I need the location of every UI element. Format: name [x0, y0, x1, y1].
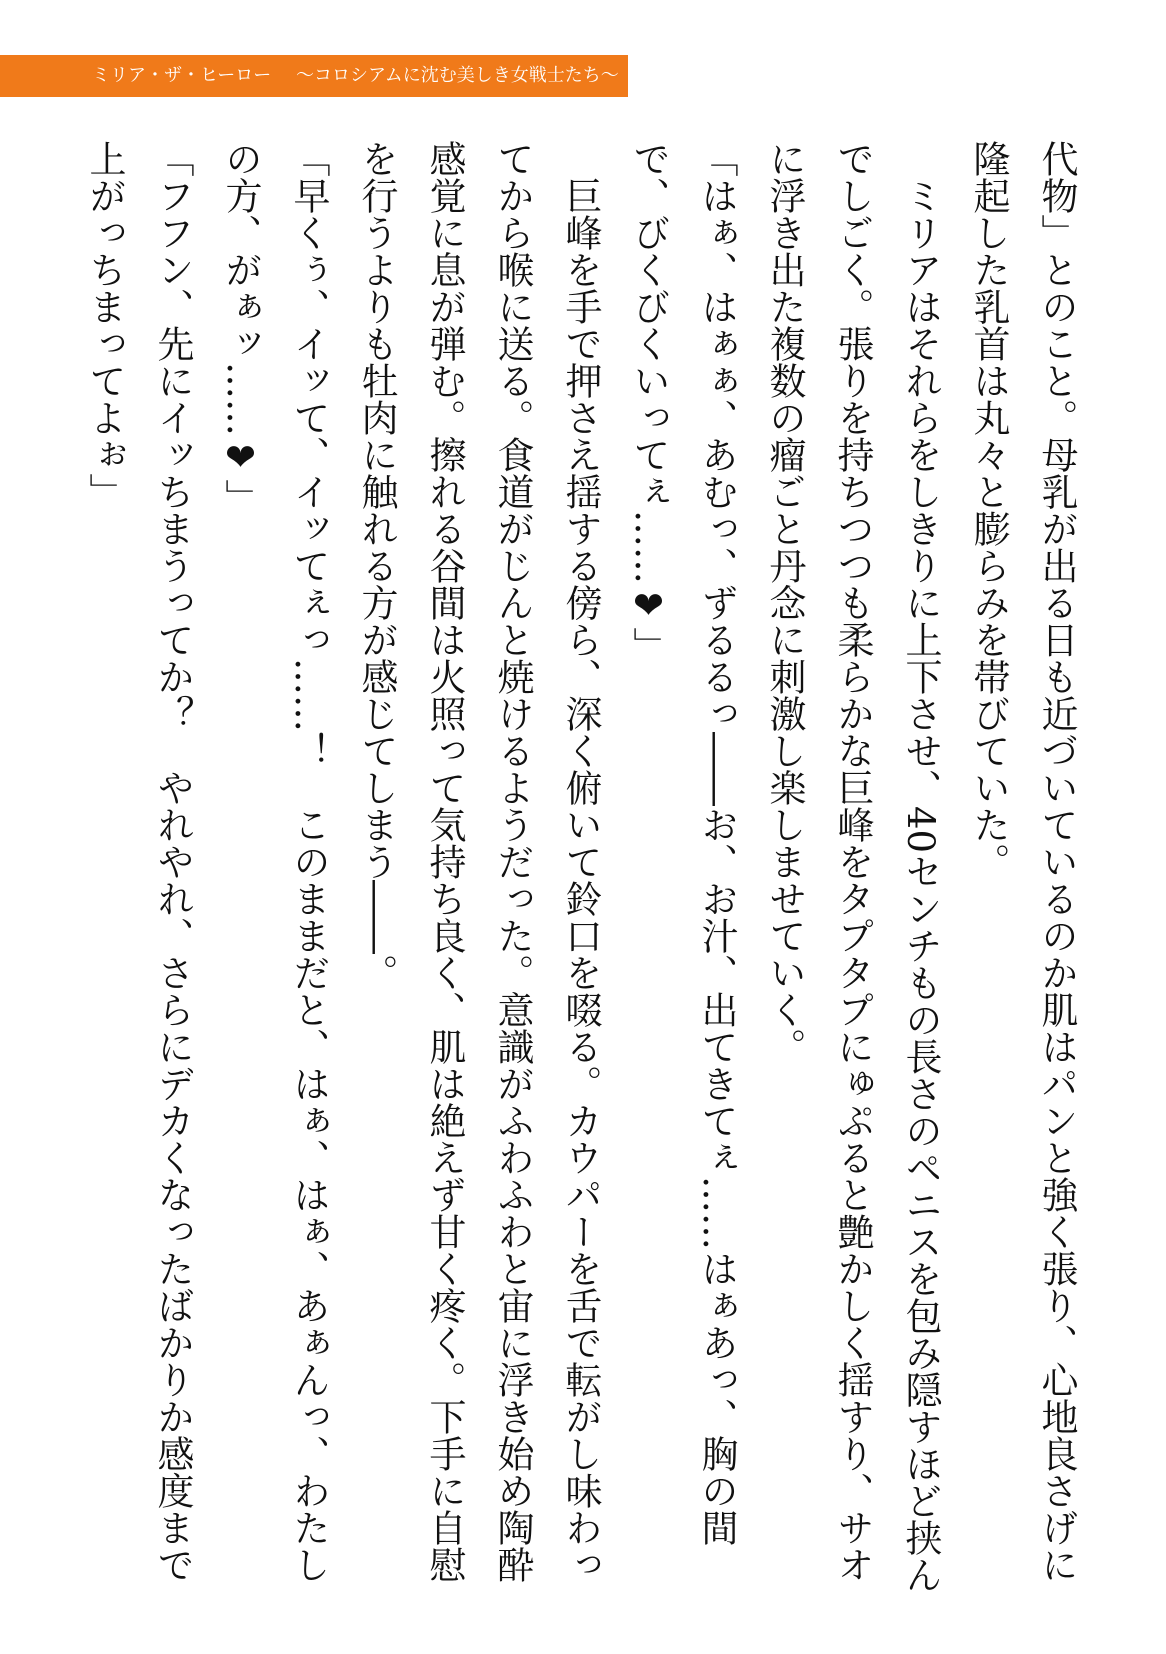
vertical-text-body — [80, 140, 1090, 1600]
paragraph: 「はぁ、はぁぁ、あむっ、ずるるっ――お、お汁、出てきてぇ……はぁあっ、胸の間で、びくびくいってぇ……❤」 — [627, 140, 738, 1546]
paragraph: 代物」とのこと。母乳が出る日も近づいているのか肌はパンと強く張り、心地良さげに隆起した乳首は丸々と膨らみを帯びていた。 — [967, 140, 1078, 1583]
furigana-list — [0, 1620, 1, 1621]
paragraph: 巨峰を手で押さえ揺する傍ら、深く俯いて鈴口を啜る。カウパーを舌で転がし味わってから喉に送る。食道がじんと焼けるようだった。意識がふわふわと宙に浮き始め陶酔感覚に息が弾む。擦れる谷間は火照って気持ち良く、肌は絶えず甘く疼く。下手に自慰を行うよりも牡肉に触れる方が感じてしまう――。 — [355, 140, 602, 1583]
book-subtitle: ～コロシアムに沈む美しき女戦士たち～ — [296, 65, 619, 86]
paragraph: 「早くぅ、イッて、イッてぇっ……！ このままだと、はぁ、はぁ、あぁんっ、わたしの方、がぁッ……❤」 — [219, 140, 330, 1583]
running-header — [0, 55, 628, 97]
book-title: ミリア・ザ・ヒーロー — [92, 65, 272, 86]
paragraph: 「フフン、先にイッちまうってか？ やれやれ、さらにデカくなったばかりか感度まで上がっちまってよぉ」 — [83, 140, 194, 1583]
paragraph: ミリアはそれらをしきりに上下させ、40センチもの長さのペニスを包み隠すほど挟んでしごく。張りを持ちつつも柔らかな巨峰をタプタプにゅぷると艶かしく揺すり、サオに浮き出た複数の瘤ごと丹念に刺激し楽しませていく。 — [763, 140, 942, 1594]
